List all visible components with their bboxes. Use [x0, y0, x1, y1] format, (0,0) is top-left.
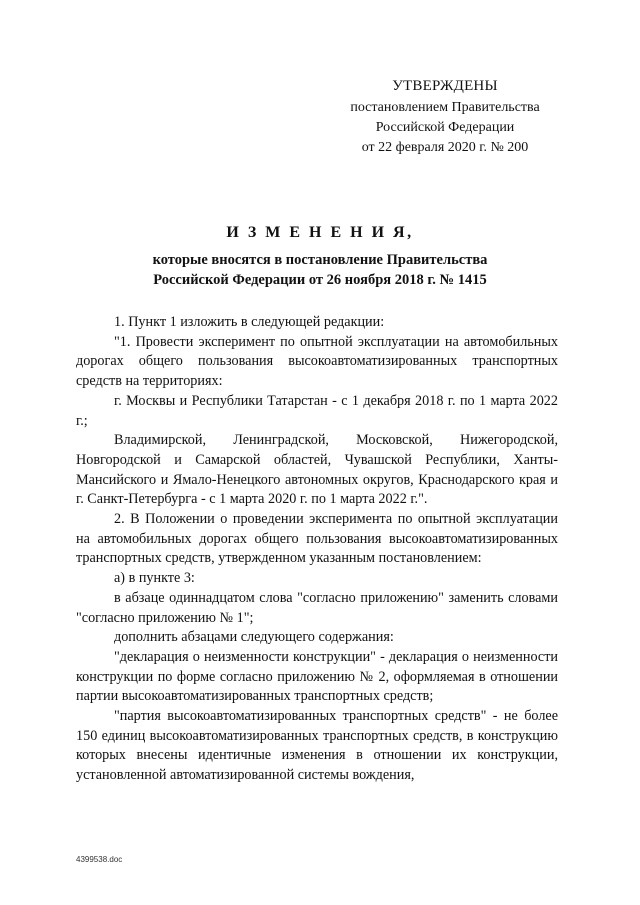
approval-block: [340, 76, 550, 158]
paragraph-6: а) в пункте 3:: [114, 570, 195, 587]
subtitle-line-1: которые вносятся в постановление Правительства: [152, 252, 488, 268]
paragraph-4: Владимирской, Ленинградской, Московской, Нижегородской, Новгородской и Самарской областей, Чувашской Республики, Ханты-Мансийского и Ямало-Ненецкого автономных округов, Краснодарского края и г. Санкт-Петербурга - с 1 марта 2020 г. по 1 марта 2022 г.".: [76, 432, 558, 508]
approval-line-1: постановлением Правительства: [350, 100, 540, 115]
document-title: И З М Е Н Е Н И Я,: [226, 224, 414, 241]
subtitle-line-2: Российской Федерации от 26 ноября 2018 г. № 1415: [153, 272, 487, 288]
document-body: [76, 313, 558, 786]
paragraph-7: в абзаце одиннадцатом слова "согласно приложению" заменить словами "согласно приложению № 1";: [76, 589, 558, 626]
approval-line-2: Российской Федерации: [375, 120, 515, 135]
paragraph-1: 1. Пункт 1 изложить в следующей редакции:: [114, 314, 385, 330]
approval-heading: УТВЕРЖДЕНЫ: [392, 78, 498, 94]
paragraph-9: "декларация о неизменности конструкции" - декларация о неизменности конструкции по форме согласно приложению № 2, оформляемая в отношении партии высокоавтоматизированных транспортных средств;: [76, 648, 558, 705]
paragraph-8: дополнить абзацами следующего содержания:: [114, 629, 394, 646]
paragraph-2: "1. Провести эксперимент по опытной эксплуатации на автомобильных дорогах общего пользования высокоавтоматизированных транспортных средств на территориях:: [76, 333, 558, 390]
document-subtitle: [90, 250, 550, 290]
document-file-code: 4399538.doc: [76, 855, 123, 864]
paragraph-3: г. Москвы и Республики Татарстан - с 1 декабря 2018 г. по 1 марта 2022 г.;: [76, 392, 558, 429]
paragraph-10: "партия высокоавтоматизированных транспортных средств" - не более 150 единиц высокоавтоматизированных транспортных средств, в конструкцию которых внесены идентичные изменения в отношении их конструкции, установленной автоматизированной системы вождения,: [76, 708, 558, 784]
paragraph-5: 2. В Положении о проведении эксперимента по опытной эксплуатации на автомобильных дорогах общего пользования высокоавтоматизированных транспортных средств, утвержденном указанным постановлением:: [76, 511, 558, 567]
approval-line-3: от 22 февраля 2020 г. № 200: [361, 140, 529, 155]
